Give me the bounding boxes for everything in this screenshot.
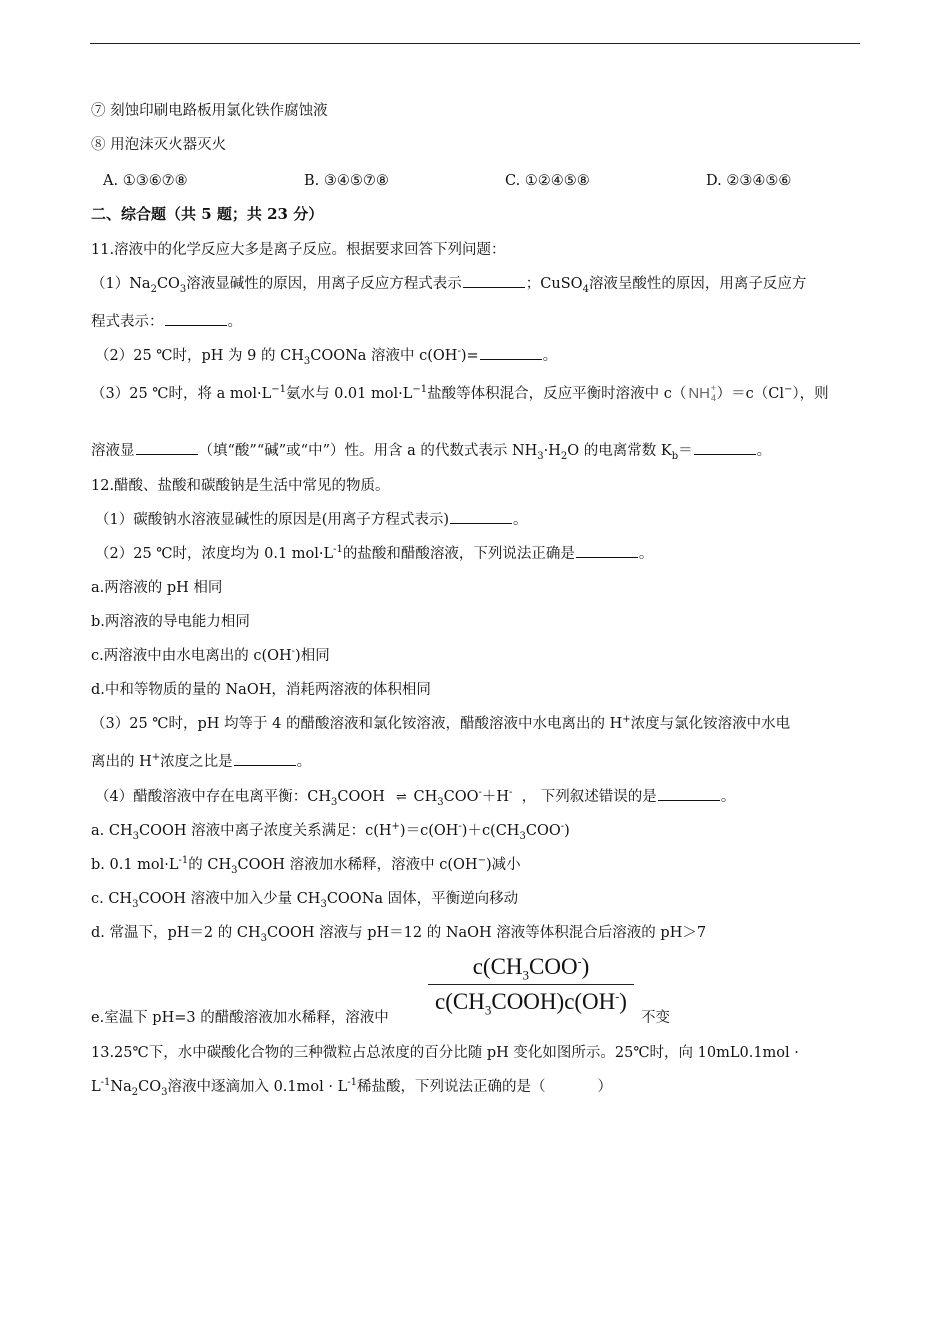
answer-blank[interactable] (165, 312, 227, 326)
q12-choice-b: b.两溶液的导电能力相同 (91, 614, 250, 630)
q11-part3-cont: 溶液显 （填“酸”“碱”或“中”）性。用含 a 的代数式表示 $NH_3\cdot H_2O$ 的电离常数 $K_b=$ 。 (91, 443, 772, 462)
q12-part2: （2）25 ℃时，浓度均为 0.1 $mol\cdot L^{-1}$的盐酸和醋酸溶液，下列说法正确是 。 (95, 544, 654, 562)
q11-stem: 11.溶液中的化学反应大多是离子反应。根据要求回答下列问题： (91, 242, 506, 258)
q12-stem: 12.醋酸、盐酸和碳酸钠是生活中常见的物质。 (91, 478, 390, 494)
answer-blank[interactable] (694, 441, 756, 455)
q12-error-d: d. 常温下，pH＝2 的 $CH_3COOH$ 溶液与 pH＝12 的 NaOH 溶液等体积混合后溶液的 pH＞7 (91, 925, 707, 944)
q12-error-e-tail: 不变 (641, 1010, 670, 1026)
answer-blank[interactable] (136, 441, 198, 455)
q13-line2: $L^{-1}Na_2CO_3$溶液中逐滴加入 $0.1mol \cdot L^{-1}$稀盐酸，下列说法正确的是（ ） (91, 1077, 612, 1098)
q11-part2: （2）25 ℃时，pH 为 9 的 $CH_3COONa$ 溶液中 c(OH-)= 。 (95, 346, 558, 367)
answer-blank[interactable] (480, 346, 542, 360)
q12-error-e-lead: e.室温下 pH=3 的醋酸溶液加水稀释，溶液中 (91, 1010, 389, 1026)
q12-choice-d: d.中和等物质的量的 NaOH，消耗两溶液的体积相同 (91, 682, 431, 698)
q12-error-b: b. 0.1 $mol\cdot L^{-1}$的 $CH_3COOH$ 溶液加水稀释，溶液中 c(OH−)减小 (91, 855, 521, 876)
option-d: D. ②③④⑤⑥ (706, 173, 792, 189)
equilibrium-arrow-icon: ⇌ (396, 790, 407, 805)
q12-choice-c: c.两溶液中由水电离出的 c(OH-)相同 (91, 646, 330, 664)
q12-error-c: c. $CH_3COOH$ 溶液中加入少量 $CH_3COONa$ 固体，平衡逆向移动 (91, 891, 519, 910)
q11-part3: （3）25 ℃时，将 a $mol\cdot L^{-1}$氨水与 0.01 $mol\cdot L^{-1}$盐酸等体积混合，反应平衡时溶液中 c（ NH + 4 ）＝c（Cl−），则 (91, 383, 829, 403)
ammonium-ion-image: NH + 4 (688, 383, 716, 403)
q12-part4: （4）醋酸溶液中存在电离平衡：$CH_3COOH$ ⇌ $CH_3COO^-+H^-$ ， 下列叙述错误的是 。 (95, 787, 736, 808)
q12-choice-a: a.两溶液的 pH 相同 (91, 580, 223, 596)
header-rule (90, 43, 860, 44)
q12-part3: （3）25 ℃时，pH 均等于 4 的醋酸溶液和氯化铵溶液，醋酸溶液中水电离出的 H+浓度与氯化铵溶液中水电 (91, 714, 791, 732)
answer-blank[interactable] (463, 274, 525, 288)
answer-blank[interactable] (658, 787, 720, 801)
option-b: B. ③④⑤⑦⑧ (304, 173, 389, 189)
section-heading: 二、综合题（共 5 题；共 23 分） (91, 205, 324, 223)
item-8: ⑧ 用泡沫灭火器灭火 (91, 137, 227, 153)
option-c: C. ①②④⑤⑧ (505, 173, 590, 189)
item-7: ⑦ 刻蚀印刷电路板用氯化铁作腐蚀液 (91, 103, 328, 119)
q12-part3-cont: 离出的 H+浓度之比是 。 (91, 752, 312, 770)
q12-error-a: a. $CH_3COOH$ 溶液中离子浓度关系满足：$c(H^+)=c(OH^-)+c(CH_3COO^-)$ (91, 821, 570, 842)
q11-part1-cont: 程式表示： 。 (91, 314, 242, 330)
option-a: A. ①③⑥⑦⑧ (103, 173, 188, 189)
q12-part1: （1）碳酸钠水溶液显碱性的原因是(用离子方程式表示) 。 (95, 512, 528, 528)
q13-line1: 13.25℃下，水中碳酸化合物的三种微粒占总浓度的百分比随 pH 变化如图所示。25℃时，向 10mL0.1mol · (91, 1045, 799, 1061)
answer-blank[interactable] (234, 752, 296, 766)
q11-part1: $(1)Na_2CO_3$溶液显碱性的原因，用离子反应方程式表示 ；CuSO$_4$溶液呈酸性的原因，用离子反应方 (91, 276, 807, 295)
answer-blank[interactable] (450, 510, 512, 524)
answer-blank[interactable] (576, 544, 638, 558)
concentration-ratio-fraction: $c(CH_3COO^-)$ $c(CH_3COOH)c(OH^-)$ (424, 953, 638, 1016)
